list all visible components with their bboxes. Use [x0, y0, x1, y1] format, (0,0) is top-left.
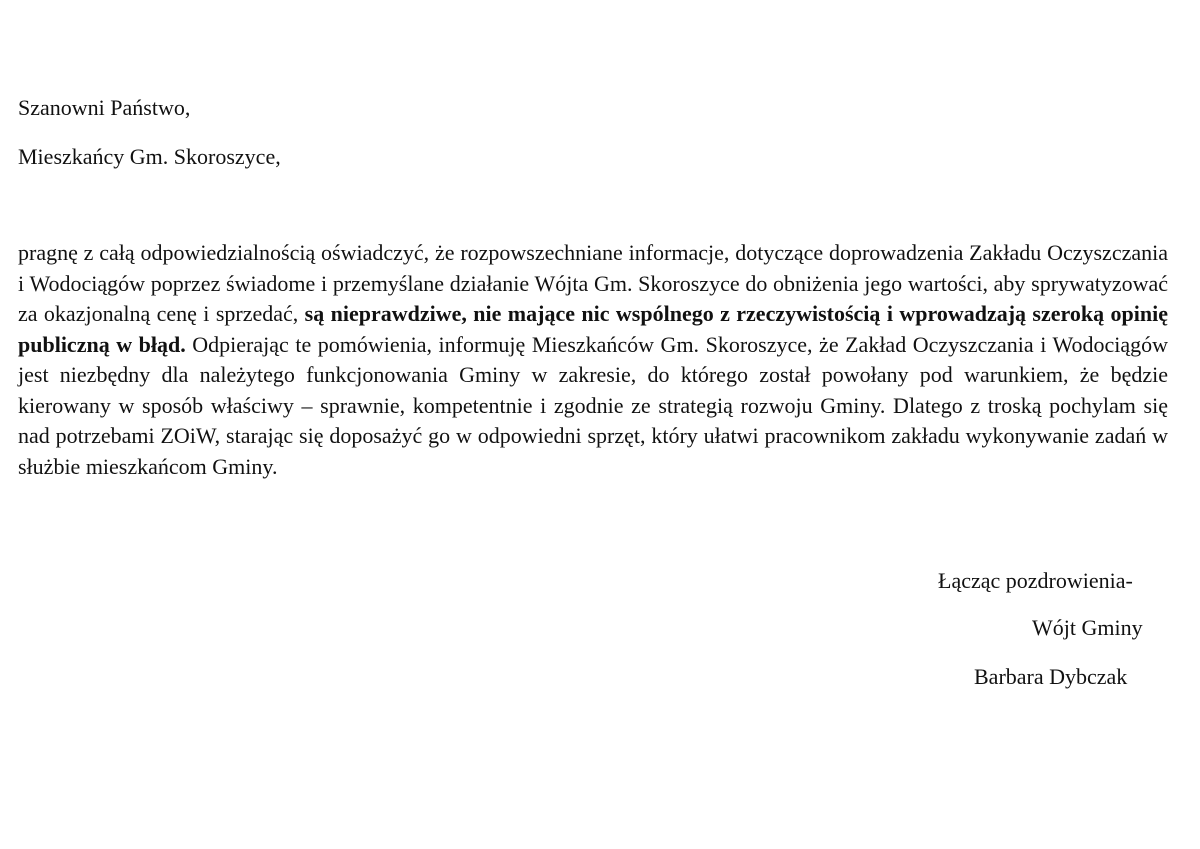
letter-body — [18, 238, 1168, 482]
closing-line: Łącząc pozdrowienia- — [938, 568, 1133, 593]
signature-title: Wójt Gminy — [1032, 615, 1143, 640]
body-text-part-2: Odpierając te pomówienia, informuję Mieszkańców Gm. Skoroszyce, że Zakład Oczyszczania i Wodociągów jest niezbędny dla należytego funkcjonowania Gminy w zakresie, do którego został powołany pod warunkiem, że będzie kierowany w sposób właściwy – sprawnie, kompetentnie i zgodnie ze strategią rozwoju Gminy. Dlatego z troską pochylam się nad potrzebami ZOiW, starając się doposażyć go w odpowiedni sprzęt, który ułatwi pracownikom zakładu wykonywanie zadań w służbie mieszkańcom Gminy. — [18, 331, 1168, 479]
greeting-line-1: Szanowni Państwo, — [18, 95, 191, 120]
body-text-bold: są nieprawdziwe, nie mające nic wspólnego z rzeczywistością i wprowadzają szeroką opinię publiczną w błąd. — [18, 301, 1168, 357]
greeting-line-2: Mieszkańcy Gm. Skoroszyce, — [18, 144, 281, 169]
body-text-part-1: pragnę z całą odpowiedzialnością oświadczyć, że rozpowszechniane informacje, dotyczące doprowadzenia Zakładu Oczyszczania i Wodociągów poprzez świadome i przemyślane działanie Wójta Gm. Skoroszyce do obniżenia jego wartości, aby sprywatyzować za okazjonalną cenę i sprzedać, — [18, 240, 1168, 326]
signature-name: Barbara Dybczak — [974, 664, 1128, 689]
